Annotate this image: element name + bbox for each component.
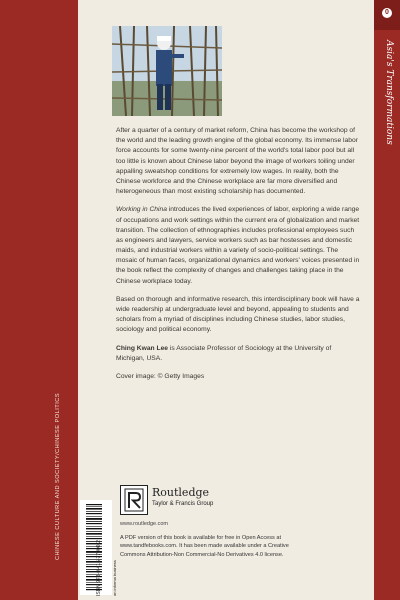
routledge-logo-icon (120, 485, 148, 515)
blurb-paragraph-2 (116, 205, 361, 287)
author-bio-text: is Associate Professor of Sociology at the University of Michigan, USA. (116, 344, 332, 362)
back-cover-blurb (116, 126, 361, 390)
informa-imprint: an informa business (112, 560, 117, 596)
publisher-url[interactable]: www.routledge.com (120, 521, 168, 527)
series-tab (374, 0, 400, 30)
author-name: Ching Kwan Lee (116, 344, 169, 352)
cover-photo (112, 26, 222, 116)
author-bio (116, 344, 361, 364)
blurb-paragraph-1: After a quarter of a century of market reform, China has become the workshop of the world and the leading growth engine of the global economy. Its immense labor force accounts for some twenty-nine percent of the world's total labor pool but all too little is known about Chinese labor beyond the image of workers toiling under appalling sweatshop conditions for extremely low wages. In reality, both the Chinese workforce and the Chinese workplace are far more diversified and heterogeneous than most existing scholarship has documented. (116, 127, 358, 196)
isbn-number: ISBN 978-0-415-77000-2 (96, 540, 102, 596)
blurb-paragraph-3: Based on thorough and informative research, this interdisciplinary book will have a wide readership at undergraduate level and beyond, appealing to students and scholars from a myriad of disciplines including Chinese studies, labor studies, sociology and political economy. (116, 295, 360, 334)
publisher-name: Routledge (152, 486, 210, 499)
open-access-note: A PDF version of this book is available for free in Open Access at www.tandfebooks.com. It has been made available under a Creative Commons Attribution-Non Commercial-No Derivatives 4.0 license. (120, 535, 289, 558)
spine-category-text: CHINESE CULTURE AND SOCIETY/CHINESE POLITICS (55, 392, 61, 560)
left-spine-band (0, 0, 78, 600)
book-title-mention: Working in China (116, 206, 167, 214)
blurb-paragraph-2-text: introduces the lived experiences of labor, exploring a wide range of occupations and work settings within the current era of globalization and market transition. The collection of ethnographies includes professional employees such as engineers and lawyers, service workers such as bar hostesses and domestic maids, and industrial workers within a variety of socio-political settings. The mosaic of human faces, organizational dynamics and workers' voices presented in the book reflect the complexity of changes and challenges taking place in the Chinese workplace today. (116, 206, 360, 285)
cover-credit: Cover image: © Getty Images (116, 372, 205, 380)
series-title: Asia's Transformations (384, 40, 394, 145)
series-marker-icon: 0 (382, 8, 392, 18)
construction-worker-image (112, 26, 222, 116)
publisher-group: Taylor & Francis Group (152, 501, 214, 507)
